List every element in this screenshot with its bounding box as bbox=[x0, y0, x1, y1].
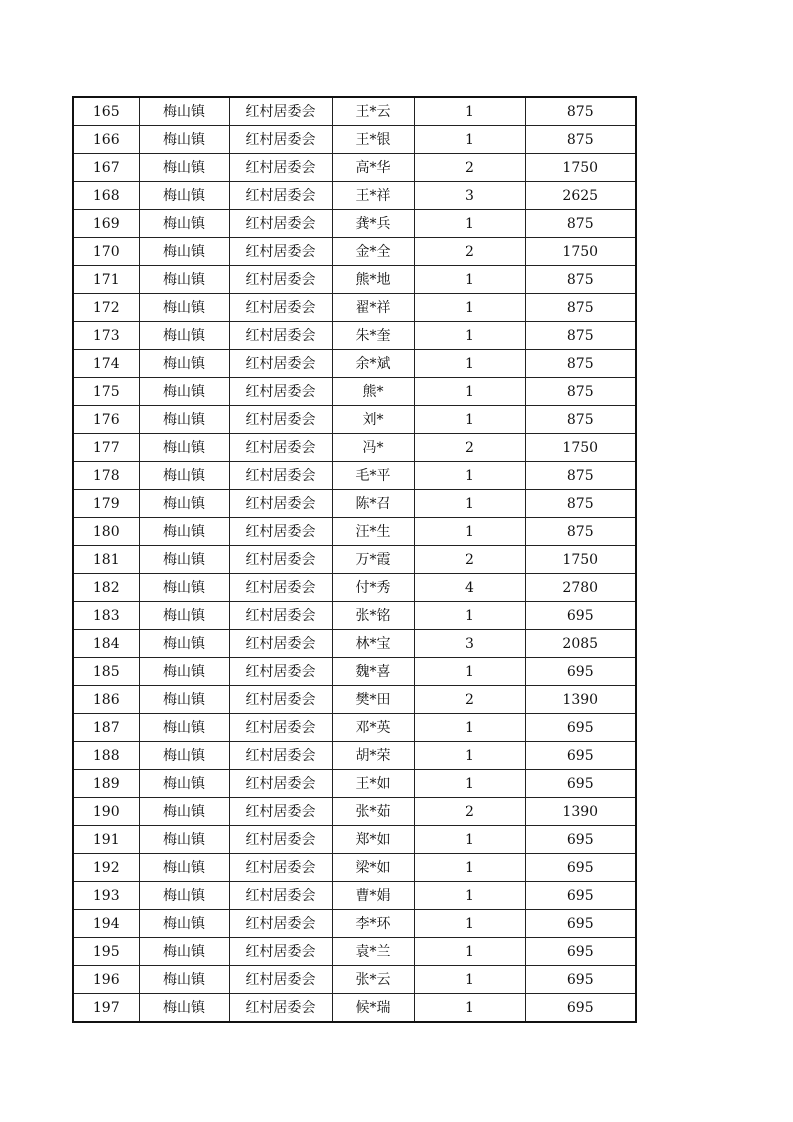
household-count-cell: 1 bbox=[414, 658, 525, 686]
table-row bbox=[73, 154, 636, 182]
amount-cell: 695 bbox=[525, 602, 636, 630]
table-row bbox=[73, 322, 636, 350]
table-row bbox=[73, 518, 636, 546]
table-row bbox=[73, 406, 636, 434]
serial-number-cell: 183 bbox=[73, 602, 139, 630]
town-cell: 梅山镇 bbox=[139, 826, 229, 854]
amount-cell: 1390 bbox=[525, 798, 636, 826]
amount-cell: 695 bbox=[525, 714, 636, 742]
amount-cell: 2625 bbox=[525, 182, 636, 210]
town-cell: 梅山镇 bbox=[139, 938, 229, 966]
village-committee-cell: 红村居委会 bbox=[229, 406, 332, 434]
town-cell: 梅山镇 bbox=[139, 742, 229, 770]
serial-number-cell: 190 bbox=[73, 798, 139, 826]
name-cell: 熊*地 bbox=[332, 266, 414, 294]
town-cell: 梅山镇 bbox=[139, 210, 229, 238]
table-row bbox=[73, 938, 636, 966]
table-row bbox=[73, 462, 636, 490]
household-count-cell: 2 bbox=[414, 154, 525, 182]
serial-number-cell: 186 bbox=[73, 686, 139, 714]
town-cell: 梅山镇 bbox=[139, 154, 229, 182]
table-row bbox=[73, 910, 636, 938]
town-cell: 梅山镇 bbox=[139, 854, 229, 882]
town-cell: 梅山镇 bbox=[139, 294, 229, 322]
roster-table bbox=[72, 96, 637, 1023]
household-count-cell: 1 bbox=[414, 910, 525, 938]
table-row bbox=[73, 630, 636, 658]
name-cell: 候*瑞 bbox=[332, 994, 414, 1023]
amount-cell: 875 bbox=[525, 518, 636, 546]
town-cell: 梅山镇 bbox=[139, 462, 229, 490]
amount-cell: 875 bbox=[525, 210, 636, 238]
village-committee-cell: 红村居委会 bbox=[229, 518, 332, 546]
table-row bbox=[73, 126, 636, 154]
serial-number-cell: 176 bbox=[73, 406, 139, 434]
household-count-cell: 1 bbox=[414, 994, 525, 1023]
village-committee-cell: 红村居委会 bbox=[229, 462, 332, 490]
village-committee-cell: 红村居委会 bbox=[229, 714, 332, 742]
town-cell: 梅山镇 bbox=[139, 686, 229, 714]
serial-number-cell: 197 bbox=[73, 994, 139, 1023]
town-cell: 梅山镇 bbox=[139, 182, 229, 210]
village-committee-cell: 红村居委会 bbox=[229, 126, 332, 154]
town-cell: 梅山镇 bbox=[139, 966, 229, 994]
village-committee-cell: 红村居委会 bbox=[229, 97, 332, 126]
town-cell: 梅山镇 bbox=[139, 434, 229, 462]
serial-number-cell: 191 bbox=[73, 826, 139, 854]
table-row bbox=[73, 210, 636, 238]
village-committee-cell: 红村居委会 bbox=[229, 434, 332, 462]
serial-number-cell: 168 bbox=[73, 182, 139, 210]
table-row bbox=[73, 714, 636, 742]
household-count-cell: 1 bbox=[414, 966, 525, 994]
name-cell: 王*如 bbox=[332, 770, 414, 798]
town-cell: 梅山镇 bbox=[139, 910, 229, 938]
serial-number-cell: 193 bbox=[73, 882, 139, 910]
village-committee-cell: 红村居委会 bbox=[229, 910, 332, 938]
name-cell: 王*银 bbox=[332, 126, 414, 154]
amount-cell: 875 bbox=[525, 406, 636, 434]
village-committee-cell: 红村居委会 bbox=[229, 378, 332, 406]
household-count-cell: 1 bbox=[414, 350, 525, 378]
household-count-cell: 1 bbox=[414, 602, 525, 630]
amount-cell: 695 bbox=[525, 966, 636, 994]
name-cell: 冯* bbox=[332, 434, 414, 462]
name-cell: 余*斌 bbox=[332, 350, 414, 378]
name-cell: 张*茹 bbox=[332, 798, 414, 826]
village-committee-cell: 红村居委会 bbox=[229, 574, 332, 602]
town-cell: 梅山镇 bbox=[139, 882, 229, 910]
household-count-cell: 1 bbox=[414, 210, 525, 238]
village-committee-cell: 红村居委会 bbox=[229, 826, 332, 854]
town-cell: 梅山镇 bbox=[139, 658, 229, 686]
serial-number-cell: 196 bbox=[73, 966, 139, 994]
roster-table-body bbox=[73, 97, 636, 1022]
serial-number-cell: 181 bbox=[73, 546, 139, 574]
amount-cell: 875 bbox=[525, 490, 636, 518]
serial-number-cell: 189 bbox=[73, 770, 139, 798]
household-count-cell: 1 bbox=[414, 322, 525, 350]
household-count-cell: 1 bbox=[414, 406, 525, 434]
village-committee-cell: 红村居委会 bbox=[229, 294, 332, 322]
serial-number-cell: 170 bbox=[73, 238, 139, 266]
household-count-cell: 3 bbox=[414, 182, 525, 210]
amount-cell: 695 bbox=[525, 882, 636, 910]
town-cell: 梅山镇 bbox=[139, 266, 229, 294]
town-cell: 梅山镇 bbox=[139, 97, 229, 126]
household-count-cell: 1 bbox=[414, 742, 525, 770]
name-cell: 龚*兵 bbox=[332, 210, 414, 238]
amount-cell: 695 bbox=[525, 658, 636, 686]
town-cell: 梅山镇 bbox=[139, 350, 229, 378]
table-row bbox=[73, 546, 636, 574]
serial-number-cell: 165 bbox=[73, 97, 139, 126]
village-committee-cell: 红村居委会 bbox=[229, 994, 332, 1023]
village-committee-cell: 红村居委会 bbox=[229, 182, 332, 210]
household-count-cell: 2 bbox=[414, 798, 525, 826]
village-committee-cell: 红村居委会 bbox=[229, 966, 332, 994]
name-cell: 翟*祥 bbox=[332, 294, 414, 322]
table-row bbox=[73, 574, 636, 602]
amount-cell: 1390 bbox=[525, 686, 636, 714]
serial-number-cell: 175 bbox=[73, 378, 139, 406]
household-count-cell: 2 bbox=[414, 434, 525, 462]
amount-cell: 1750 bbox=[525, 434, 636, 462]
village-committee-cell: 红村居委会 bbox=[229, 770, 332, 798]
table-row bbox=[73, 882, 636, 910]
village-committee-cell: 红村居委会 bbox=[229, 322, 332, 350]
name-cell: 张*铭 bbox=[332, 602, 414, 630]
village-committee-cell: 红村居委会 bbox=[229, 854, 332, 882]
amount-cell: 695 bbox=[525, 854, 636, 882]
village-committee-cell: 红村居委会 bbox=[229, 630, 332, 658]
village-committee-cell: 红村居委会 bbox=[229, 658, 332, 686]
name-cell: 魏*喜 bbox=[332, 658, 414, 686]
table-row bbox=[73, 434, 636, 462]
table-row bbox=[73, 378, 636, 406]
amount-cell: 695 bbox=[525, 742, 636, 770]
serial-number-cell: 167 bbox=[73, 154, 139, 182]
amount-cell: 875 bbox=[525, 97, 636, 126]
household-count-cell: 1 bbox=[414, 97, 525, 126]
village-committee-cell: 红村居委会 bbox=[229, 742, 332, 770]
town-cell: 梅山镇 bbox=[139, 994, 229, 1023]
serial-number-cell: 182 bbox=[73, 574, 139, 602]
table-row bbox=[73, 97, 636, 126]
amount-cell: 1750 bbox=[525, 546, 636, 574]
table-row bbox=[73, 182, 636, 210]
table-row bbox=[73, 994, 636, 1023]
amount-cell: 1750 bbox=[525, 154, 636, 182]
table-row bbox=[73, 826, 636, 854]
name-cell: 王*祥 bbox=[332, 182, 414, 210]
serial-number-cell: 169 bbox=[73, 210, 139, 238]
town-cell: 梅山镇 bbox=[139, 602, 229, 630]
village-committee-cell: 红村居委会 bbox=[229, 266, 332, 294]
household-count-cell: 1 bbox=[414, 826, 525, 854]
household-count-cell: 1 bbox=[414, 854, 525, 882]
village-committee-cell: 红村居委会 bbox=[229, 490, 332, 518]
name-cell: 陈*召 bbox=[332, 490, 414, 518]
village-committee-cell: 红村居委会 bbox=[229, 882, 332, 910]
village-committee-cell: 红村居委会 bbox=[229, 798, 332, 826]
amount-cell: 875 bbox=[525, 350, 636, 378]
table-row bbox=[73, 686, 636, 714]
town-cell: 梅山镇 bbox=[139, 518, 229, 546]
amount-cell: 875 bbox=[525, 266, 636, 294]
serial-number-cell: 188 bbox=[73, 742, 139, 770]
name-cell: 李*环 bbox=[332, 910, 414, 938]
amount-cell: 875 bbox=[525, 378, 636, 406]
serial-number-cell: 195 bbox=[73, 938, 139, 966]
amount-cell: 1750 bbox=[525, 238, 636, 266]
name-cell: 汪*生 bbox=[332, 518, 414, 546]
town-cell: 梅山镇 bbox=[139, 490, 229, 518]
village-committee-cell: 红村居委会 bbox=[229, 938, 332, 966]
table-row bbox=[73, 966, 636, 994]
household-count-cell: 1 bbox=[414, 266, 525, 294]
household-count-cell: 1 bbox=[414, 294, 525, 322]
household-count-cell: 4 bbox=[414, 574, 525, 602]
household-count-cell: 1 bbox=[414, 490, 525, 518]
serial-number-cell: 172 bbox=[73, 294, 139, 322]
town-cell: 梅山镇 bbox=[139, 574, 229, 602]
name-cell: 王*云 bbox=[332, 97, 414, 126]
name-cell: 胡*荣 bbox=[332, 742, 414, 770]
amount-cell: 875 bbox=[525, 462, 636, 490]
amount-cell: 875 bbox=[525, 294, 636, 322]
household-count-cell: 1 bbox=[414, 378, 525, 406]
serial-number-cell: 192 bbox=[73, 854, 139, 882]
name-cell: 万*霞 bbox=[332, 546, 414, 574]
village-committee-cell: 红村居委会 bbox=[229, 602, 332, 630]
village-committee-cell: 红村居委会 bbox=[229, 154, 332, 182]
village-committee-cell: 红村居委会 bbox=[229, 350, 332, 378]
table-row bbox=[73, 770, 636, 798]
amount-cell: 2085 bbox=[525, 630, 636, 658]
serial-number-cell: 194 bbox=[73, 910, 139, 938]
amount-cell: 875 bbox=[525, 322, 636, 350]
town-cell: 梅山镇 bbox=[139, 322, 229, 350]
amount-cell: 695 bbox=[525, 826, 636, 854]
amount-cell: 2780 bbox=[525, 574, 636, 602]
table-row bbox=[73, 798, 636, 826]
town-cell: 梅山镇 bbox=[139, 798, 229, 826]
household-count-cell: 2 bbox=[414, 686, 525, 714]
name-cell: 熊* bbox=[332, 378, 414, 406]
household-count-cell: 1 bbox=[414, 938, 525, 966]
village-committee-cell: 红村居委会 bbox=[229, 686, 332, 714]
amount-cell: 695 bbox=[525, 910, 636, 938]
table-row bbox=[73, 350, 636, 378]
household-count-cell: 2 bbox=[414, 546, 525, 574]
table-row bbox=[73, 490, 636, 518]
serial-number-cell: 171 bbox=[73, 266, 139, 294]
town-cell: 梅山镇 bbox=[139, 238, 229, 266]
name-cell: 曹*娟 bbox=[332, 882, 414, 910]
household-count-cell: 1 bbox=[414, 518, 525, 546]
name-cell: 高*华 bbox=[332, 154, 414, 182]
serial-number-cell: 180 bbox=[73, 518, 139, 546]
serial-number-cell: 177 bbox=[73, 434, 139, 462]
household-count-cell: 2 bbox=[414, 238, 525, 266]
serial-number-cell: 179 bbox=[73, 490, 139, 518]
serial-number-cell: 187 bbox=[73, 714, 139, 742]
amount-cell: 695 bbox=[525, 770, 636, 798]
village-committee-cell: 红村居委会 bbox=[229, 546, 332, 574]
name-cell: 梁*如 bbox=[332, 854, 414, 882]
village-committee-cell: 红村居委会 bbox=[229, 238, 332, 266]
household-count-cell: 1 bbox=[414, 714, 525, 742]
town-cell: 梅山镇 bbox=[139, 546, 229, 574]
name-cell: 樊*田 bbox=[332, 686, 414, 714]
village-committee-cell: 红村居委会 bbox=[229, 210, 332, 238]
household-count-cell: 1 bbox=[414, 462, 525, 490]
household-count-cell: 1 bbox=[414, 126, 525, 154]
town-cell: 梅山镇 bbox=[139, 378, 229, 406]
table-row bbox=[73, 238, 636, 266]
serial-number-cell: 166 bbox=[73, 126, 139, 154]
name-cell: 林*宝 bbox=[332, 630, 414, 658]
table-row bbox=[73, 294, 636, 322]
town-cell: 梅山镇 bbox=[139, 630, 229, 658]
name-cell: 张*云 bbox=[332, 966, 414, 994]
table-row bbox=[73, 854, 636, 882]
town-cell: 梅山镇 bbox=[139, 714, 229, 742]
amount-cell: 875 bbox=[525, 126, 636, 154]
table-row bbox=[73, 602, 636, 630]
table-row bbox=[73, 658, 636, 686]
town-cell: 梅山镇 bbox=[139, 406, 229, 434]
household-count-cell: 1 bbox=[414, 882, 525, 910]
serial-number-cell: 178 bbox=[73, 462, 139, 490]
name-cell: 付*秀 bbox=[332, 574, 414, 602]
serial-number-cell: 185 bbox=[73, 658, 139, 686]
table-row bbox=[73, 742, 636, 770]
name-cell: 毛*平 bbox=[332, 462, 414, 490]
serial-number-cell: 184 bbox=[73, 630, 139, 658]
table-row bbox=[73, 266, 636, 294]
name-cell: 袁*兰 bbox=[332, 938, 414, 966]
amount-cell: 695 bbox=[525, 938, 636, 966]
amount-cell: 695 bbox=[525, 994, 636, 1023]
name-cell: 金*全 bbox=[332, 238, 414, 266]
name-cell: 朱*奎 bbox=[332, 322, 414, 350]
household-count-cell: 1 bbox=[414, 770, 525, 798]
serial-number-cell: 173 bbox=[73, 322, 139, 350]
town-cell: 梅山镇 bbox=[139, 126, 229, 154]
name-cell: 郑*如 bbox=[332, 826, 414, 854]
name-cell: 刘* bbox=[332, 406, 414, 434]
name-cell: 邓*英 bbox=[332, 714, 414, 742]
serial-number-cell: 174 bbox=[73, 350, 139, 378]
household-count-cell: 3 bbox=[414, 630, 525, 658]
town-cell: 梅山镇 bbox=[139, 770, 229, 798]
